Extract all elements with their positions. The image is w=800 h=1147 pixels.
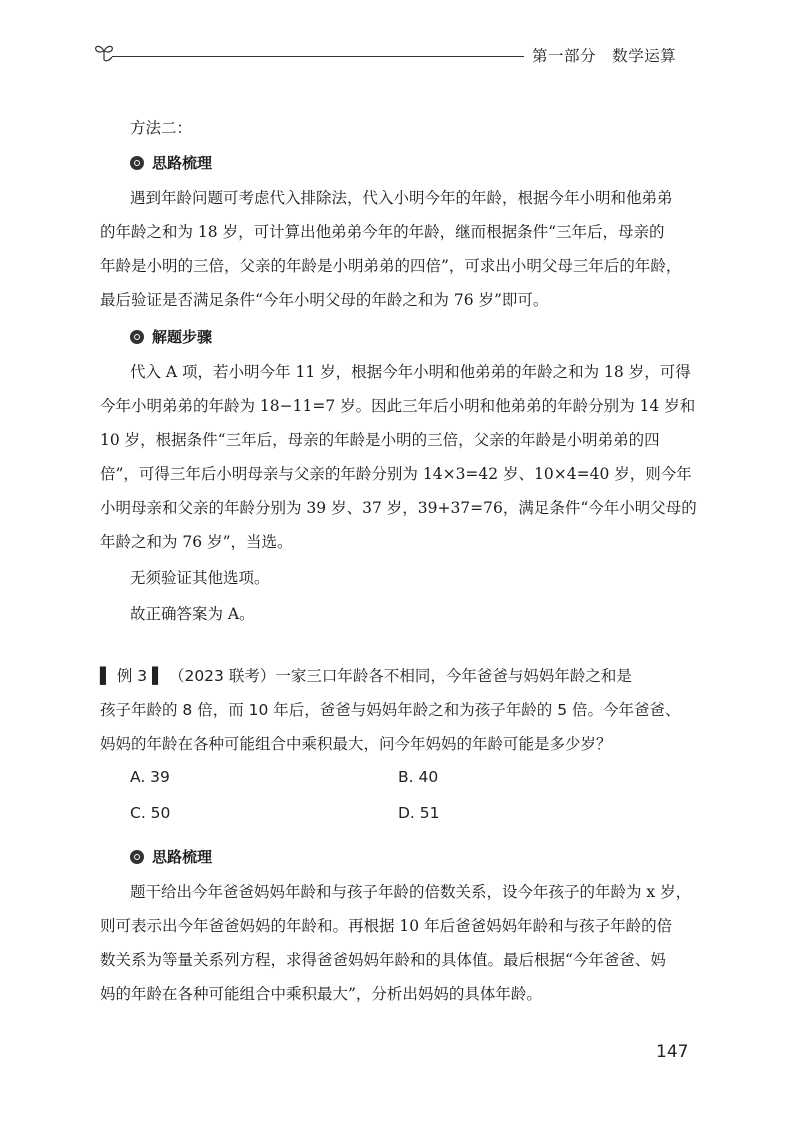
paragraph-line: 小明母亲和父亲的年龄分别为 39 岁、37 岁，39+37=76，满足条件“今年小明父母的 xyxy=(100,499,697,517)
header-topic: 数学运算 xyxy=(612,47,677,65)
method-title: 方法二： xyxy=(130,119,193,137)
paragraph-line: 题干给出今年爸爸妈妈年龄和与孩子年龄的倍数关系，设今年孩子的年龄为 x 岁， xyxy=(130,883,692,901)
page-number: 147 xyxy=(656,1042,689,1062)
option-d: D. 51 xyxy=(398,804,440,822)
header-title xyxy=(532,44,676,66)
section-heading-steps xyxy=(130,326,212,347)
option-a: A. 39 xyxy=(130,768,170,786)
paragraph-line: 倍”，可得三年后小明母亲与父亲的年龄分别为 14×3=42 岁、10×4=40 岁，则今年 xyxy=(100,465,692,483)
paragraph-line: 10 岁，根据条件“三年后，母亲的年龄是小明的三倍，父亲的年龄是小明弟弟的四 xyxy=(100,431,660,449)
header-rule xyxy=(112,56,524,57)
paragraph-line: 年龄之和为 76 岁”，当选。 xyxy=(100,533,293,551)
example-bar-left: ▌ xyxy=(100,667,112,685)
example-bar-right: ▌ xyxy=(152,667,165,685)
paragraph-line: 妈的年龄在各种可能组合中乘积最大”，分析出妈妈的具体年龄。 xyxy=(100,985,542,1003)
section-heading-label: 解题步骤 xyxy=(152,328,213,346)
example-line: 妈妈的年龄在各种可能组合中乘积最大，问今年妈妈的年龄可能是多少岁？ xyxy=(100,735,612,753)
sprout-icon xyxy=(92,40,116,64)
example-line xyxy=(100,664,632,686)
section-heading-thinking-2 xyxy=(130,846,212,867)
header-section: 第一部分 xyxy=(532,47,597,65)
no-verify-note: 无须验证其他选项。 xyxy=(130,569,270,587)
paragraph-line: 则可表示出今年爸爸妈妈的年龄和。再根据 10 年后爸爸妈妈年龄和与孩子年龄的倍 xyxy=(100,917,673,935)
lightbulb-icon xyxy=(130,850,144,864)
section-heading-thinking xyxy=(130,152,212,173)
paragraph-line: 数关系为等量关系列方程，求得爸爸妈妈年龄和的具体值。最后根据“今年爸爸、妈 xyxy=(100,951,666,969)
lightbulb-icon xyxy=(130,156,144,170)
example-label: 例 3 xyxy=(116,667,148,685)
section-heading-label: 思路梳理 xyxy=(152,154,213,172)
paragraph-line: 年龄是小明的三倍，父亲的年龄是小明弟弟的四倍”，可求出小明父母三年后的年龄， xyxy=(100,257,682,275)
answer-line: 故正确答案为 A。 xyxy=(130,605,255,623)
example-text: （2023 联考）一家三口年龄各不相同，今年爸爸与妈妈年龄之和是 xyxy=(168,667,632,685)
paragraph-line: 代入 A 项，若小明今年 11 岁，根据今年小明和他弟弟的年龄之和为 18 岁，可得 xyxy=(130,363,691,381)
option-b: B. 40 xyxy=(398,768,439,786)
section-heading-label: 思路梳理 xyxy=(152,848,213,866)
paragraph-line: 最后验证是否满足条件“今年小明父母的年龄之和为 76 岁”即可。 xyxy=(100,291,549,309)
paragraph-line: 遇到年龄问题可考虑代入排除法，代入小明今年的年龄，根据今年小明和他弟弟 xyxy=(130,189,673,207)
paragraph-line: 今年小明弟弟的年龄为 18−11=7 岁。因此三年后小明和他弟弟的年龄分别为 14 岁和 xyxy=(100,397,696,415)
steps-icon xyxy=(130,330,144,344)
paragraph-line: 的年龄之和为 18 岁，可计算出他弟弟今年的年龄，继而根据条件“三年后，母亲的 xyxy=(100,223,665,241)
example-line: 孩子年龄的 8 倍，而 10 年后，爸爸与妈妈年龄之和为孩子年龄的 5 倍。今年爸爸、 xyxy=(100,701,681,719)
option-c: C. 50 xyxy=(130,804,171,822)
